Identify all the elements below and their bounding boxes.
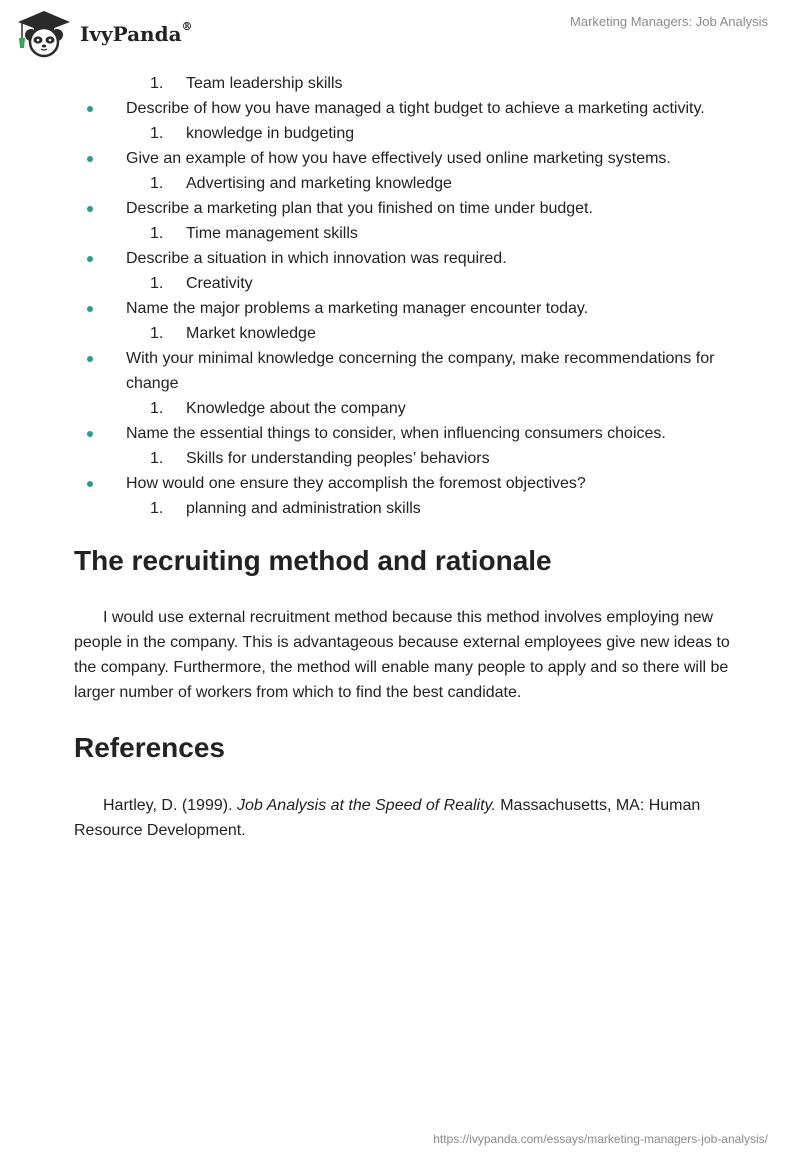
bullet-dot-icon (87, 106, 93, 112)
bullet-text: Describe a marketing plan that you finished on time under budget. (126, 200, 593, 217)
list-number: 1. (150, 175, 164, 192)
sub-list-item (74, 496, 734, 521)
bullet-item (74, 471, 734, 496)
sub-list-text: Advertising and marketing knowledge (186, 175, 452, 192)
bullet-item (74, 96, 734, 121)
list-number: 1. (150, 225, 164, 242)
bullet-item (74, 196, 734, 221)
recruiting-heading: The recruiting method and rationale (74, 545, 552, 576)
references-heading: References (74, 732, 225, 763)
bullet-text: Give an example of how you have effectively used online marketing systems. (126, 150, 671, 167)
sub-list-text: Knowledge about the company (186, 400, 406, 417)
document-body (74, 71, 734, 843)
question-list (74, 96, 734, 521)
bullet-text: How would one ensure they accomplish the foremost objectives? (126, 475, 586, 492)
bullet-dot-icon (87, 306, 93, 312)
bullet-dot-icon (87, 356, 93, 362)
bullet-dot-icon (87, 481, 93, 487)
reference-author: Hartley, D. (1999). (103, 797, 237, 814)
sub-list-item (74, 121, 734, 146)
bullet-item (74, 246, 734, 271)
list-number: 1. (150, 500, 164, 517)
sub-list-text: Time management skills (186, 225, 358, 242)
bullet-text: With your minimal knowledge concerning the company, make recommendations for change (126, 350, 715, 392)
reference-entry (74, 793, 734, 843)
list-number: 1. (150, 275, 164, 292)
bullet-item (74, 146, 734, 171)
bullet-text: Describe of how you have managed a tight budget to achieve a marketing activity. (126, 100, 705, 117)
bullet-item (74, 421, 734, 446)
sub-list-text: Skills for understanding peoples’ behaviors (186, 450, 490, 467)
sub-list-item (74, 221, 734, 246)
sub-list-text: Team leadership skills (186, 75, 343, 92)
bullet-dot-icon (87, 156, 93, 162)
sub-list-item (74, 71, 734, 96)
page-header (0, 0, 800, 68)
list-number: 1. (150, 450, 164, 467)
list-number: 1. (150, 125, 164, 142)
brand-logo[interactable] (14, 8, 193, 58)
document-title: Marketing Managers: Job Analysis (570, 14, 768, 29)
list-number: 1. (150, 400, 164, 417)
sub-list-item (74, 321, 734, 346)
list-number: 1. (150, 75, 164, 92)
bullet-dot-icon (87, 256, 93, 262)
bullet-dot-icon (87, 431, 93, 437)
bullet-text: Describe a situation in which innovation was required. (126, 250, 507, 267)
sub-list-text: planning and administration skills (186, 500, 421, 517)
reference-publisher: Massachusetts, MA: Human Resource Development. (74, 797, 701, 839)
sub-list-item (74, 171, 734, 196)
sub-list-text: Creativity (186, 275, 253, 292)
bullet-item (74, 346, 734, 396)
bullet-text: Name the essential things to consider, when influencing consumers choices. (126, 425, 666, 442)
sub-list-text: Market knowledge (186, 325, 316, 342)
source-url[interactable]: https://ivypanda.com/essays/marketing-managers-job-analysis/ (433, 1132, 768, 1146)
reference-title: Job Analysis at the Speed of Reality. (236, 797, 496, 814)
sub-list-text: knowledge in budgeting (186, 125, 355, 142)
bullet-dot-icon (87, 206, 93, 212)
list-number: 1. (150, 325, 164, 342)
bullet-text: Name the major problems a marketing manager encounter today. (126, 300, 589, 317)
bullet-item (74, 296, 734, 321)
recruiting-paragraph: I would use external recruitment method because this method involves employing new people in the company. This is advantageous because external employees give new ideas to the company. Furthermore, the method will enable many people to apply and so there will be larger number of workers from which to find the best candidate. (74, 609, 730, 701)
brand-name: IvyPanda® (80, 20, 193, 46)
sub-list-item (74, 446, 734, 471)
sub-list-item (74, 396, 734, 421)
panda-logo-icon (14, 8, 74, 58)
sub-list-item (74, 271, 734, 296)
